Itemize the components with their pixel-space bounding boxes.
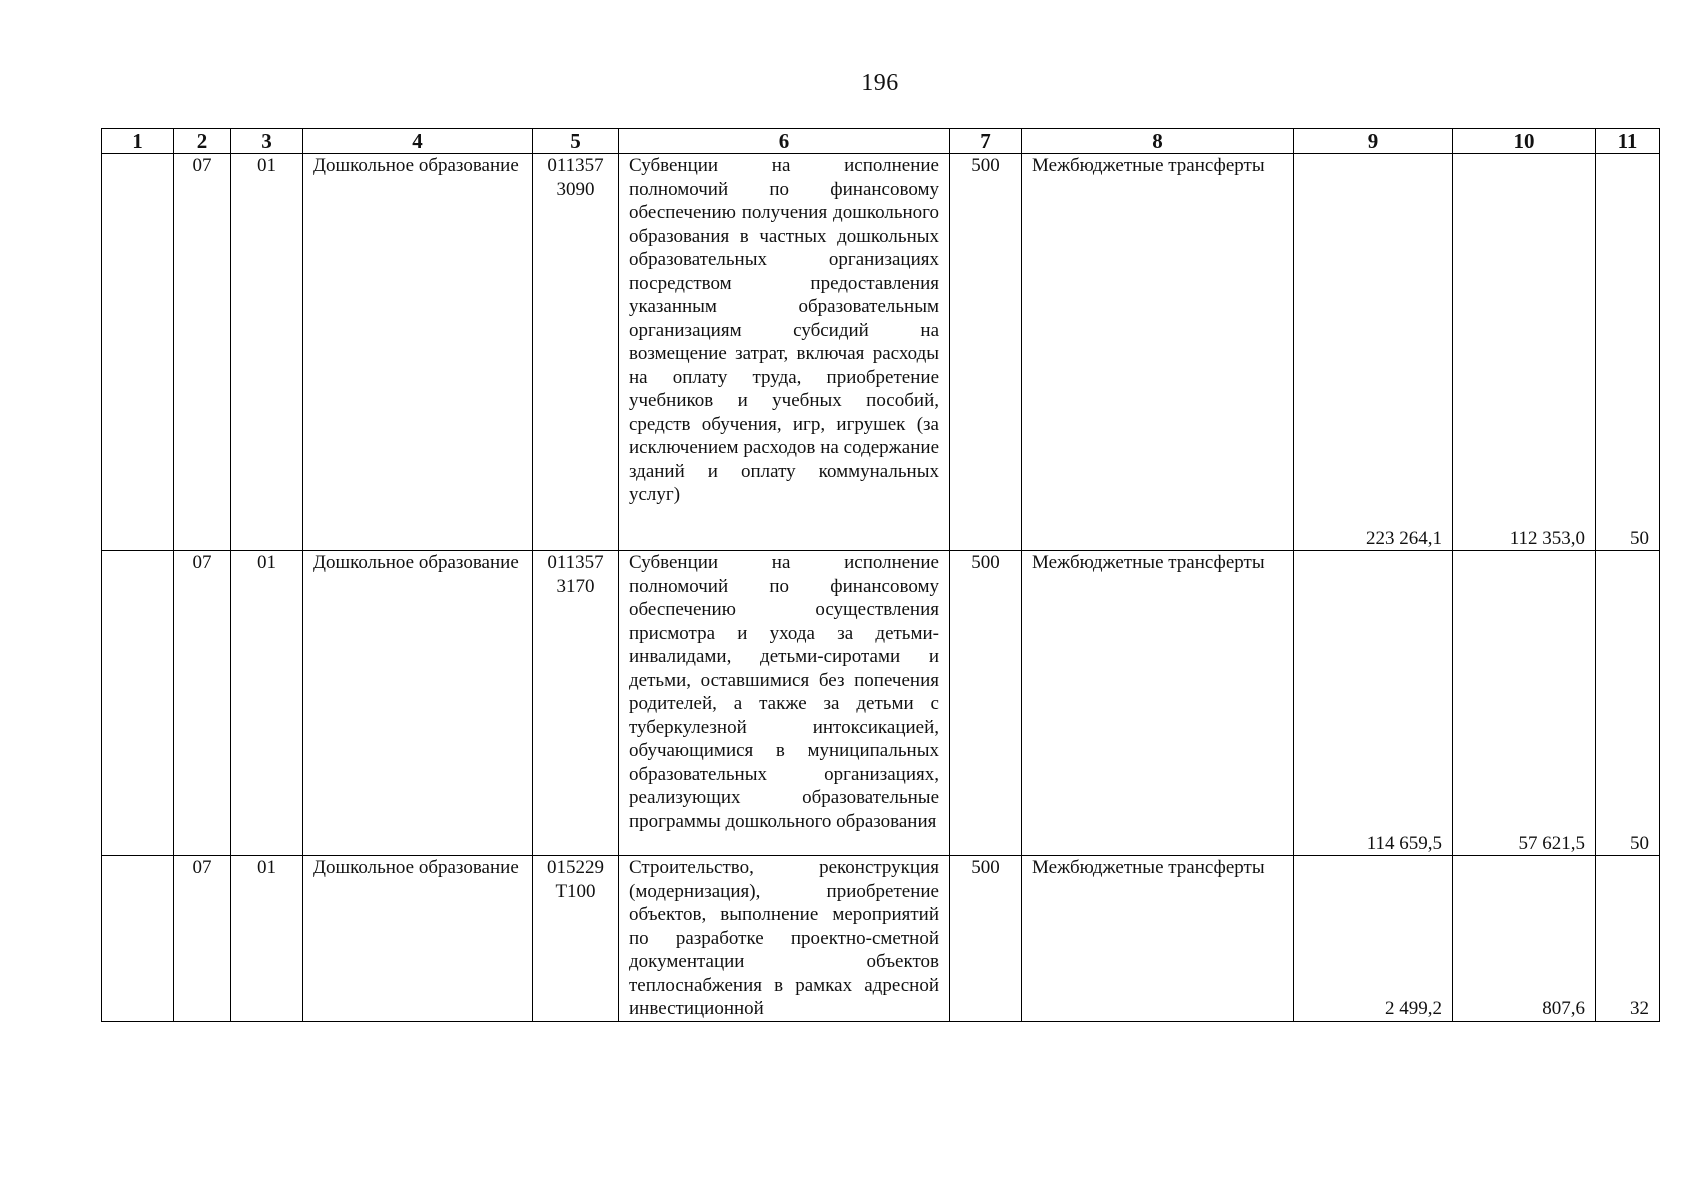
cell-amount-plan: 114 659,5 xyxy=(1294,551,1453,856)
cell-expense-type: 500 xyxy=(950,551,1022,856)
cell-target-article: 0113573090 xyxy=(533,154,619,551)
cell-expense-name: Межбюджетные трансферты xyxy=(1022,551,1294,856)
cell-section: 07 xyxy=(174,551,231,856)
column-header: 1 xyxy=(102,129,174,154)
cell-target-article: 015229T100 xyxy=(533,856,619,1022)
cell-amount-actual: 807,6 xyxy=(1453,856,1596,1022)
cell-amount-plan: 223 264,1 xyxy=(1294,154,1453,551)
column-header: 3 xyxy=(231,129,303,154)
cell-amount-actual: 57 621,5 xyxy=(1453,551,1596,856)
cell-expense-type: 500 xyxy=(950,154,1022,551)
cell-col-1 xyxy=(102,856,174,1022)
column-header: 4 xyxy=(303,129,533,154)
cell-expense-type: 500 xyxy=(950,856,1022,1022)
cell-description: Строительство, реконструкция (модернизация), приобретение объектов, выполнение мероприятий по разработке проектно-сметной документации объектов теплоснабжения в рамках адресной инвестиционной xyxy=(619,856,950,1022)
cell-description: Субвенции на исполнение полномочий по финансовому обеспечению получения дошкольного образования в частных дошкольных образовательных организациях посредством предоставления указанным образовательным организациям субсидий на возмещение затрат, включая расходы на оплату труда, приобретение учебников и учебных пособий, средств обучения, игр, игрушек (за исключением расходов на содержание зданий и оплату коммунальных услуг) xyxy=(619,154,950,551)
column-header: 6 xyxy=(619,129,950,154)
column-header: 2 xyxy=(174,129,231,154)
cell-section-name: Дошкольное образование xyxy=(303,154,533,551)
cell-col-1 xyxy=(102,154,174,551)
cell-section: 07 xyxy=(174,856,231,1022)
cell-subsection: 01 xyxy=(231,856,303,1022)
header-row xyxy=(102,129,1660,154)
cell-amount-actual: 112 353,0 xyxy=(1453,154,1596,551)
cell-col-1 xyxy=(102,551,174,856)
cell-percent: 50 xyxy=(1596,154,1660,551)
cell-description: Субвенции на исполнение полномочий по финансовому обеспечению осуществления присмотра и ухода за детьми-инвалидами, детьми-сиротами и детьми, оставшимися без попечения родителей, а также за детьми с туберкулезной интоксикацией, обучающимися в муниципальных образовательных организациях, реализующих образовательные программы дошкольного образования xyxy=(619,551,950,856)
column-header: 11 xyxy=(1596,129,1660,154)
cell-amount-plan: 2 499,2 xyxy=(1294,856,1453,1022)
cell-percent: 32 xyxy=(1596,856,1660,1022)
column-header: 9 xyxy=(1294,129,1453,154)
cell-section-name: Дошкольное образование xyxy=(303,551,533,856)
cell-percent: 50 xyxy=(1596,551,1660,856)
cell-expense-name: Межбюджетные трансферты xyxy=(1022,856,1294,1022)
cell-subsection: 01 xyxy=(231,551,303,856)
cell-expense-name: Межбюджетные трансферты xyxy=(1022,154,1294,551)
cell-section: 07 xyxy=(174,154,231,551)
column-header: 10 xyxy=(1453,129,1596,154)
cell-subsection: 01 xyxy=(231,154,303,551)
table-row xyxy=(102,154,1660,551)
column-header: 7 xyxy=(950,129,1022,154)
page-number: 196 xyxy=(861,70,899,96)
column-header: 5 xyxy=(533,129,619,154)
column-header: 8 xyxy=(1022,129,1294,154)
cell-target-article: 0113573170 xyxy=(533,551,619,856)
table-row xyxy=(102,551,1660,856)
cell-section-name: Дошкольное образование xyxy=(303,856,533,1022)
budget-table xyxy=(101,128,1660,1022)
table-row xyxy=(102,856,1660,1022)
